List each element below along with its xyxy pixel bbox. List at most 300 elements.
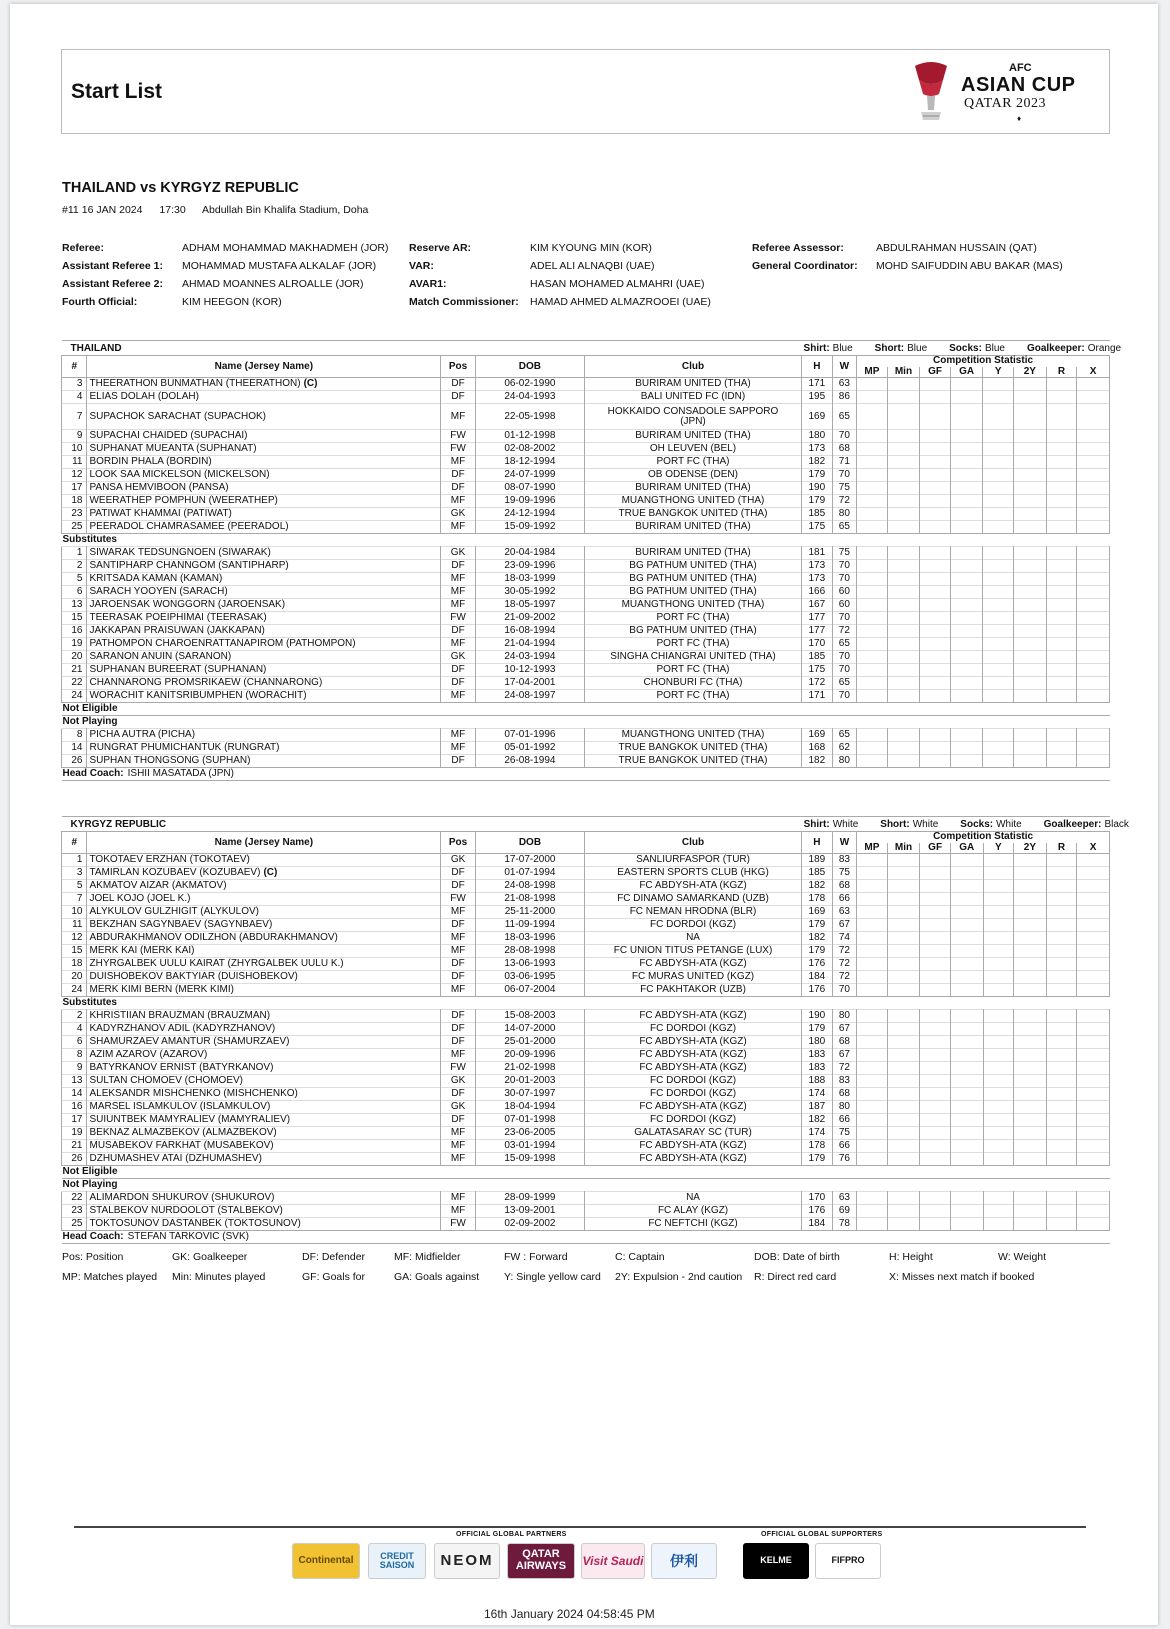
stat-cell-x [1077, 1127, 1110, 1140]
player-dob: 20-09-1996 [475, 1049, 584, 1062]
player-position: MF [441, 1140, 476, 1153]
stat-cell-x [1077, 430, 1110, 443]
stat-cell-min [887, 1075, 920, 1088]
player-name-text: SIWARAK TEDSUNGNOEN (SIWARAK) [89, 547, 271, 558]
player-number: 19 [62, 638, 87, 651]
player-weight: 70 [832, 573, 856, 586]
stat-cell-ga [950, 469, 983, 482]
substitutes-section-label: Substitutes [62, 534, 1110, 547]
kit-color-shirt: Blue [832, 343, 853, 354]
player-name [87, 521, 441, 534]
player-height: 173 [802, 560, 833, 573]
player-club-text: BURIRAM UNITED (THA) [635, 430, 751, 441]
stat-cell-gf [920, 971, 951, 984]
stat-cell-r [1046, 893, 1077, 906]
stat-cell-ga [950, 1049, 983, 1062]
legend-item: W: Weight [998, 1251, 1047, 1263]
player-weight: 69 [832, 1205, 856, 1218]
stat-cell-mp [857, 677, 888, 690]
player-club-text: PORT FC (THA) [656, 456, 730, 467]
stat-cell-ga [950, 1023, 983, 1036]
player-club [584, 1114, 801, 1127]
stat-cell-gf [920, 664, 951, 677]
player-position: DF [441, 1010, 476, 1023]
player-name [87, 456, 441, 469]
player-height: 167 [802, 599, 833, 612]
stat-cell-x [1077, 612, 1110, 625]
player-dob: 24-07-1999 [475, 469, 584, 482]
player-height: 185 [802, 651, 833, 664]
player-club [584, 638, 801, 651]
player-weight: 63 [832, 378, 856, 391]
stat-cell-x [1077, 1101, 1110, 1114]
stat-cell-2y [1014, 651, 1047, 664]
official-name: AHMAD MOANNES ALROALLE (JOR) [182, 278, 364, 290]
stat-cell-mp [857, 1127, 888, 1140]
stat-cell-ga [950, 971, 983, 984]
player-name [87, 1192, 441, 1205]
player-height: 175 [802, 664, 833, 677]
stat-cell-y [983, 854, 1014, 867]
player-number: 23 [62, 1205, 87, 1218]
stat-cell-mp [857, 664, 888, 677]
supporters-label: OFFICIAL GLOBAL SUPPORTERS [761, 1531, 883, 1538]
player-club [584, 919, 801, 932]
player-position: DF [441, 867, 476, 880]
stat-cell-y [983, 625, 1014, 638]
stat-cell-r [1046, 932, 1077, 945]
player-dob: 24-12-1994 [475, 508, 584, 521]
player-weight: 68 [832, 1036, 856, 1049]
player-weight: 62 [832, 742, 856, 755]
stat-cell-min [887, 893, 920, 906]
player-name-text: KRITSADA KAMAN (KAMAN) [89, 573, 223, 584]
stat-cell-min [887, 854, 920, 867]
player-weight: 72 [832, 945, 856, 958]
stat-cell-gf [920, 854, 951, 867]
player-height: 185 [802, 508, 833, 521]
stat-cell-gf [920, 729, 951, 742]
player-club-text: TRUE BANGKOK UNITED (THA) [618, 742, 768, 753]
player-position: GK [441, 508, 476, 521]
legend-item: GK: Goalkeeper [172, 1251, 248, 1263]
stat-cell-mp [857, 1062, 888, 1075]
player-number: 7 [62, 893, 87, 906]
stat-cell-2y [1014, 854, 1047, 867]
player-row [62, 1088, 1110, 1101]
player-club [584, 729, 801, 742]
stat-cell-x [1077, 1075, 1110, 1088]
player-name-text: BEKZHAN SAGYNBAEV (SAGYNBAEV) [89, 919, 273, 930]
player-dob: 22-05-1998 [475, 404, 584, 430]
player-name-text: SARANON ANUIN (SARANON) [89, 651, 232, 662]
stat-cell-min [887, 599, 920, 612]
player-weight: 67 [832, 1049, 856, 1062]
stat-cell-gf [920, 469, 951, 482]
player-number: 23 [62, 508, 87, 521]
player-club [584, 971, 801, 984]
player-club [584, 560, 801, 573]
header-num: # [62, 832, 87, 854]
player-position: DF [441, 677, 476, 690]
player-club-text: FC ABDYSH-ATA (KGZ) [639, 1062, 747, 1073]
player-number: 24 [62, 984, 87, 997]
player-height: 182 [802, 1114, 833, 1127]
player-weight: 65 [832, 404, 856, 430]
player-name-text: ABDURAKHMANOV ODILZHON (ABDURAKHMANOV) [89, 932, 338, 943]
stat-cell-r [1046, 456, 1077, 469]
player-weight: 83 [832, 854, 856, 867]
stat-cell-mp [857, 1153, 888, 1166]
player-name-text: SUPHAN THONGSONG (SUPHAN) [89, 755, 251, 766]
stat-cell-r [1046, 547, 1077, 560]
stat-cell-mp [857, 1101, 888, 1114]
player-dob: 15-09-1998 [475, 1153, 584, 1166]
player-club-text: FC NEFTCHI (KGZ) [648, 1218, 738, 1229]
kit-label-shirt: Shirt: [803, 343, 830, 354]
stat-cell-ga [950, 742, 983, 755]
player-weight: 72 [832, 971, 856, 984]
player-row [62, 1010, 1110, 1023]
stat-cell-x [1077, 469, 1110, 482]
legend-item: X: Misses next match if booked [889, 1271, 1035, 1283]
player-weight: 70 [832, 469, 856, 482]
stat-cell-r [1046, 1205, 1077, 1218]
trophy-icon [909, 58, 953, 126]
header-stat-2y: 2Y [1014, 843, 1047, 854]
stat-cell-x [1077, 867, 1110, 880]
legend-item: Pos: Position [62, 1251, 124, 1263]
player-height: 169 [802, 906, 833, 919]
player-name-text: CHANNARONG PROMSRIKAEW (CHANNARONG) [89, 677, 323, 688]
player-name-text: DZHUMASHEV ATAI (DZHUMASHEV) [89, 1153, 262, 1164]
player-number: 8 [62, 1049, 87, 1062]
stat-cell-min [887, 880, 920, 893]
player-height: 179 [802, 469, 833, 482]
kit-label-goalkeeper: Goalkeeper: [1026, 343, 1085, 354]
player-row [62, 729, 1110, 742]
stat-cell-gf [920, 1023, 951, 1036]
stat-cell-x [1077, 638, 1110, 651]
player-row [62, 664, 1110, 677]
stat-cell-y [983, 1010, 1014, 1023]
player-position: GK [441, 547, 476, 560]
player-name-text: TOKOTAEV ERZHAN (TOKOTAEV) [89, 854, 250, 865]
stat-cell-x [1077, 1192, 1110, 1205]
player-dob: 26-08-1994 [475, 755, 584, 768]
legend-item: GA: Goals against [394, 1271, 480, 1283]
player-name [87, 1023, 441, 1036]
player-club-text: BG PATHUM UNITED (THA) [629, 586, 757, 597]
not-playing-section [62, 716, 1110, 729]
player-name-text: STALBEKOV NURDOOLOT (STALBEKOV) [89, 1205, 283, 1216]
player-position: MF [441, 599, 476, 612]
stat-cell-min [887, 508, 920, 521]
stat-cell-mp [857, 1205, 888, 1218]
player-dob: 11-09-1994 [475, 919, 584, 932]
stat-cell-2y [1014, 971, 1047, 984]
player-club-text: PORT FC (THA) [656, 638, 730, 649]
stat-cell-gf [920, 404, 951, 430]
player-club-text: FC DORDOI (KGZ) [649, 919, 737, 930]
player-dob: 17-07-2000 [475, 854, 584, 867]
header-num: # [62, 356, 87, 378]
player-name-text: SARACH YOOYEN (SARACH) [89, 586, 228, 597]
stat-cell-gf [920, 984, 951, 997]
stat-cell-mp [857, 404, 888, 430]
player-name [87, 378, 441, 391]
stat-cell-2y [1014, 482, 1047, 495]
player-club [584, 469, 801, 482]
player-height: 173 [802, 573, 833, 586]
stat-cell-ga [950, 391, 983, 404]
player-number: 20 [62, 651, 87, 664]
player-name [87, 984, 441, 997]
stat-cell-x [1077, 625, 1110, 638]
stat-cell-min [887, 404, 920, 430]
player-position: MF [441, 932, 476, 945]
player-height: 189 [802, 854, 833, 867]
stat-cell-min [887, 1023, 920, 1036]
player-name-text: BATYRKANOV ERNIST (BATYRKANOV) [89, 1062, 274, 1073]
stat-cell-y [983, 638, 1014, 651]
player-dob: 18-05-1997 [475, 599, 584, 612]
player-dob: 14-07-2000 [475, 1023, 584, 1036]
player-height: 195 [802, 391, 833, 404]
stat-cell-y [983, 599, 1014, 612]
official-role: Match Commissioner: [409, 296, 519, 308]
stat-cell-2y [1014, 1127, 1047, 1140]
player-weight: 70 [832, 651, 856, 664]
kit-label-short: Short: [880, 819, 910, 830]
player-number: 5 [62, 573, 87, 586]
stat-cell-r [1046, 1114, 1077, 1127]
stat-cell-ga [950, 495, 983, 508]
stat-cell-r [1046, 378, 1077, 391]
player-height: 183 [802, 1062, 833, 1075]
player-number: 3 [62, 378, 87, 391]
player-club [584, 612, 801, 625]
logo-line-3: QATAR 2023 [964, 96, 1047, 111]
player-weight: 67 [832, 919, 856, 932]
stat-cell-mp [857, 906, 888, 919]
player-row [62, 560, 1110, 573]
header-w: W [832, 356, 856, 378]
sponsor-credit-saison: CREDIT SAISON [368, 1543, 426, 1579]
column-header-row [62, 356, 1110, 367]
player-club-text: FC ABDYSH-ATA (KGZ) [639, 1049, 747, 1060]
player-name-text: SUPACHAI CHAIDED (SUPACHAI) [89, 430, 248, 441]
player-club-text: FC ABDYSH-ATA (KGZ) [639, 958, 747, 969]
stat-cell-x [1077, 854, 1110, 867]
player-club-text: FC UNION TITUS PETANGE (LUX) [613, 945, 773, 956]
stat-cell-mp [857, 430, 888, 443]
player-height: 176 [802, 958, 833, 971]
player-name [87, 906, 441, 919]
stat-cell-2y [1014, 1062, 1047, 1075]
player-number: 18 [62, 958, 87, 971]
stat-cell-min [887, 443, 920, 456]
stat-cell-ga [950, 984, 983, 997]
kit-color-short: Blue [907, 343, 928, 354]
player-height: 178 [802, 893, 833, 906]
player-club [584, 1088, 801, 1101]
stat-cell-mp [857, 880, 888, 893]
player-row [62, 521, 1110, 534]
player-position: DF [441, 958, 476, 971]
legend-item: 2Y: Expulsion - 2nd caution [615, 1271, 743, 1283]
stat-cell-y [983, 958, 1014, 971]
player-dob: 18-12-1994 [475, 456, 584, 469]
player-dob: 08-07-1990 [475, 482, 584, 495]
head-coach-row [62, 768, 1110, 781]
stat-cell-min [887, 690, 920, 703]
player-club [584, 573, 801, 586]
player-height: 178 [802, 1140, 833, 1153]
stat-cell-ga [950, 521, 983, 534]
player-club-text: PORT FC (THA) [656, 664, 730, 675]
stat-cell-gf [920, 1218, 951, 1231]
stat-cell-gf [920, 945, 951, 958]
head-coach-name: STEFAN TARKOVIC (SVK) [127, 1231, 249, 1242]
header-competition-statistic: Competition Statistic [857, 356, 1110, 367]
player-club-text: FC DINAMO SAMARKAND (UZB) [617, 893, 769, 904]
stat-cell-x [1077, 893, 1110, 906]
stat-cell-ga [950, 958, 983, 971]
stat-cell-2y [1014, 1153, 1047, 1166]
stat-cell-r [1046, 625, 1077, 638]
stat-cell-y [983, 945, 1014, 958]
stat-cell-2y [1014, 755, 1047, 768]
player-number: 13 [62, 599, 87, 612]
stat-cell-y [983, 1218, 1014, 1231]
player-club-text: BG PATHUM UNITED (THA) [629, 625, 757, 636]
stat-cell-x [1077, 1205, 1110, 1218]
player-name-text: BEKNAZ ALMAZBEKOV (ALMAZBEKOV) [89, 1127, 277, 1138]
stat-cell-y [983, 586, 1014, 599]
stat-cell-mp [857, 729, 888, 742]
player-dob: 10-12-1993 [475, 664, 584, 677]
stat-cell-x [1077, 932, 1110, 945]
header-stat-2y: 2Y [1014, 367, 1047, 378]
stat-cell-2y [1014, 430, 1047, 443]
thailand-start-list-table [61, 340, 1122, 781]
player-club [584, 482, 801, 495]
stat-cell-y [983, 919, 1014, 932]
stat-cell-min [887, 1153, 920, 1166]
stat-cell-mp [857, 1010, 888, 1023]
legend-item: DOB: Date of birth [754, 1251, 840, 1263]
player-weight: 66 [832, 1114, 856, 1127]
stat-cell-mp [857, 958, 888, 971]
stat-cell-gf [920, 495, 951, 508]
player-number: 15 [62, 612, 87, 625]
stat-cell-r [1046, 867, 1077, 880]
player-dob: 20-04-1984 [475, 547, 584, 560]
player-position: MF [441, 638, 476, 651]
player-number: 6 [62, 1036, 87, 1049]
header-stat-min: Min [887, 843, 920, 854]
player-name [87, 690, 441, 703]
stat-cell-y [983, 469, 1014, 482]
player-name-text: AKMATOV AIZAR (AKMATOV) [89, 880, 227, 891]
document-header [61, 49, 1110, 134]
legend-item: C: Captain [615, 1251, 665, 1263]
stat-cell-y [983, 906, 1014, 919]
player-weight: 65 [832, 729, 856, 742]
stat-cell-min [887, 1140, 920, 1153]
header-name: Name (Jersey Name) [87, 832, 441, 854]
stat-cell-r [1046, 482, 1077, 495]
stat-cell-ga [950, 1218, 983, 1231]
stat-cell-r [1046, 945, 1077, 958]
player-club-text: BURIRAM UNITED (THA) [635, 521, 751, 532]
kit-label-socks: Socks: [960, 819, 994, 830]
official-role: VAR: [409, 260, 434, 272]
player-name-text: KHRISTIIAN BRAUZMAN (BRAUZMAN) [89, 1010, 271, 1021]
player-name [87, 1088, 441, 1101]
stat-cell-ga [950, 612, 983, 625]
player-club [584, 1049, 801, 1062]
player-club-text-2: (JPN) [680, 415, 706, 427]
stat-cell-gf [920, 1075, 951, 1088]
stat-cell-x [1077, 547, 1110, 560]
kit-color-shirt: White [832, 819, 859, 830]
stat-cell-min [887, 456, 920, 469]
player-club [584, 391, 801, 404]
player-club-text: CHONBURI FC (THA) [643, 677, 743, 688]
stat-cell-r [1046, 1153, 1077, 1166]
player-position: DF [441, 1036, 476, 1049]
stat-cell-r [1046, 560, 1077, 573]
player-club-text: BURIRAM UNITED (THA) [635, 378, 751, 389]
stat-cell-ga [950, 508, 983, 521]
stat-cell-ga [950, 1127, 983, 1140]
player-club-text: FC DORDOI (KGZ) [649, 1075, 737, 1086]
player-height: 169 [802, 404, 833, 430]
player-row [62, 690, 1110, 703]
player-weight: 71 [832, 456, 856, 469]
player-club-text: FC ABDYSH-ATA (KGZ) [639, 1153, 747, 1164]
stat-cell-2y [1014, 945, 1047, 958]
stat-cell-min [887, 984, 920, 997]
stat-cell-y [983, 391, 1014, 404]
stat-cell-y [983, 508, 1014, 521]
player-row [62, 1153, 1110, 1166]
document-title: Start List [71, 80, 163, 103]
player-row [62, 893, 1110, 906]
player-club-text: BG PATHUM UNITED (THA) [629, 573, 757, 584]
player-height: 171 [802, 378, 833, 391]
player-number: 9 [62, 1062, 87, 1075]
stat-cell-min [887, 1205, 920, 1218]
stat-cell-y [983, 664, 1014, 677]
player-name [87, 1075, 441, 1088]
player-name-text: ELIAS DOLAH (DOLAH) [89, 391, 199, 402]
player-row [62, 547, 1110, 560]
player-name-text: WORACHIT KANITSRIBUMPHEN (WORACHIT) [89, 690, 307, 701]
team-name: THAILAND [62, 341, 802, 356]
player-name [87, 599, 441, 612]
player-position: GK [441, 1075, 476, 1088]
stat-cell-gf [920, 1192, 951, 1205]
player-row [62, 1101, 1110, 1114]
player-position: DF [441, 378, 476, 391]
stat-cell-mp [857, 1192, 888, 1205]
stat-cell-gf [920, 521, 951, 534]
player-club-text: BG PATHUM UNITED (THA) [629, 560, 757, 571]
stat-cell-gf [920, 560, 951, 573]
